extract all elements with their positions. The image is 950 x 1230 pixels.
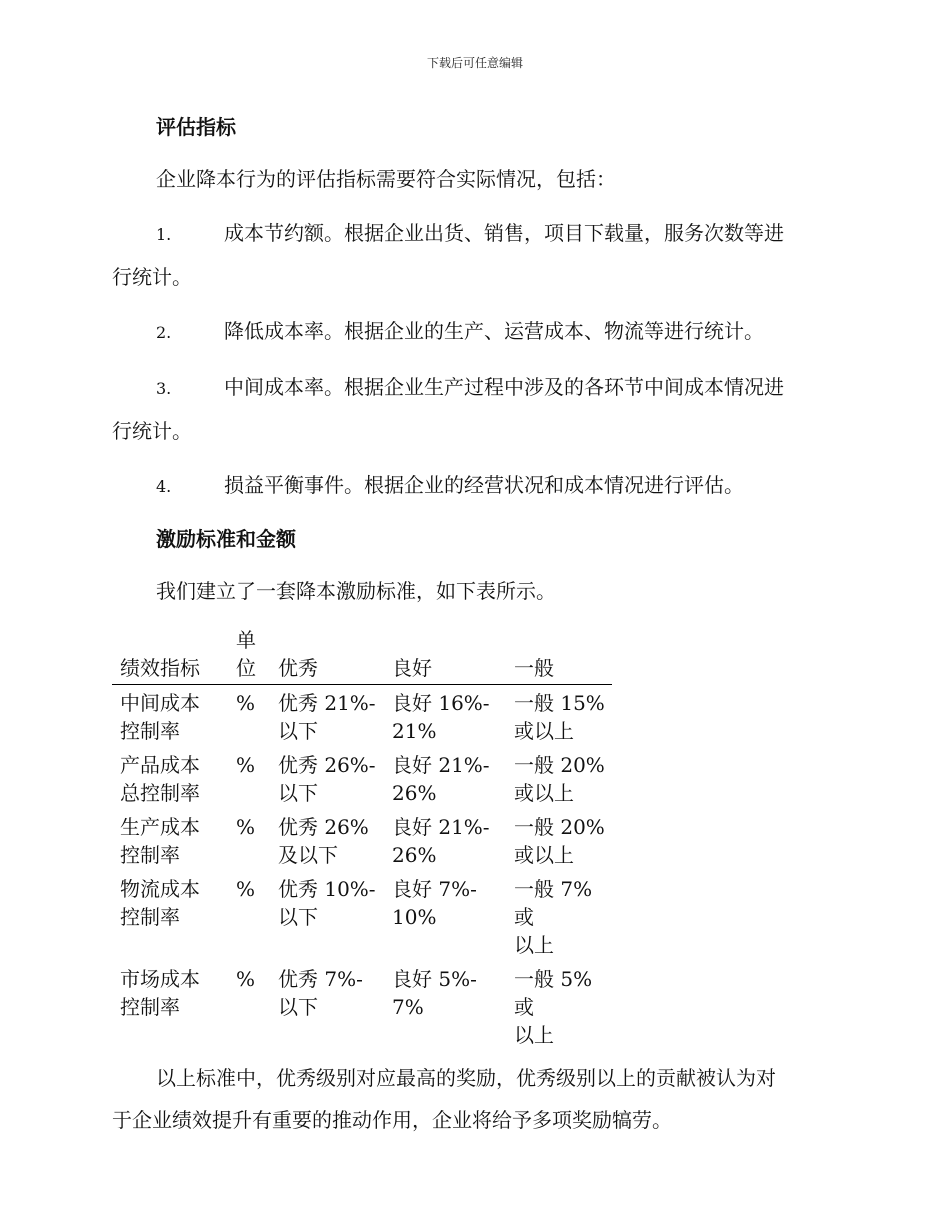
table-cell: 良好 21%- 26% [392,753,490,805]
table-cell: 中间成本 控制率 [120,691,200,743]
table-cell: 一般 15% 或以上 [514,691,605,743]
closing-paragraph-line: 于企业绩效提升有重要的推动作用，企业将给予多项奖励犒劳。 [112,1108,672,1132]
list-item-continuation: 行统计。 [112,419,192,443]
list-number: 2. [156,323,172,342]
table-cell: % [236,753,256,777]
table-cell: 市场成本 控制率 [120,967,200,1019]
section-heading-incentive: 激励标准和金额 [156,527,296,551]
table-cell: 优秀 21%- 以下 [278,691,376,743]
incentive-intro: 我们建立了一套降本激励标准，如下表所示。 [156,579,556,603]
list-text: 中间成本率。根据企业生产过程中涉及的各环节中间成本情况进 [224,375,784,399]
list-item [112,464,834,508]
list-item [112,212,834,256]
page-header-note: 下载后可任意编辑 [426,56,523,70]
incentive-table [112,626,612,1051]
section-heading-evaluation: 评估指标 [156,115,236,139]
table-cell: % [236,967,256,991]
table-row [112,685,612,748]
table-cell: 一般 20% 或以上 [514,815,605,867]
table-cell: 良好 16%- 21% [392,691,490,743]
table-header-cell: 良好 [384,626,506,685]
table-cell: 产品成本 总控制率 [120,753,200,805]
evaluation-intro: 企业降本行为的评估指标需要符合实际情况，包括： [156,167,616,191]
table-cell: 优秀 26% 及以下 [278,815,369,867]
list-text: 成本节约额。根据企业出货、销售，项目下载量，服务次数等进 [224,221,784,245]
table-cell: % [236,815,256,839]
list-text: 损益平衡事件。根据企业的经营状况和成本情况进行评估。 [224,473,744,497]
table-header-cell: 优秀 [270,626,384,685]
table-header-row [112,626,612,685]
table-header-cell: 绩效指标 [112,626,228,685]
table-cell: 优秀 26%- 以下 [278,753,376,805]
closing-paragraph-line: 以上标准中，优秀级别对应最高的奖励，优秀级别以上的贡献被认为对 [156,1066,776,1090]
list-number: 4. [156,477,172,496]
table-cell: 良好 21%- 26% [392,815,490,867]
table-cell: 优秀 7%- 以下 [278,967,363,1019]
list-item-continuation: 行统计。 [112,265,192,289]
table-cell: 良好 5%- 7% [392,967,477,1019]
table-cell: 一般 5%或 以上 [514,967,593,1047]
document-body [112,108,834,1141]
list-number: 3. [156,379,172,398]
table-cell: 物流成本 控制率 [120,877,200,929]
table-cell: 生产成本 控制率 [120,815,200,867]
table-row [112,747,612,809]
table-cell: % [236,877,256,901]
table-header-cell: 单 位 [228,626,270,685]
table-cell: 优秀 10%- 以下 [278,877,376,929]
table-cell: 一般 7%或 以上 [514,877,593,957]
list-item [112,310,834,354]
table-cell: 良好 7%- 10% [392,877,477,929]
table-header-cell: 一般 [506,626,612,685]
list-text: 降低成本率。根据企业的生产、运营成本、物流等进行统计。 [224,319,764,343]
table-row [112,809,612,871]
table-cell: % [236,691,256,715]
table-row [112,961,612,1051]
list-item [112,366,834,410]
list-number: 1. [156,225,172,244]
table-cell: 一般 20% 或以上 [514,753,605,805]
table-row [112,871,612,961]
